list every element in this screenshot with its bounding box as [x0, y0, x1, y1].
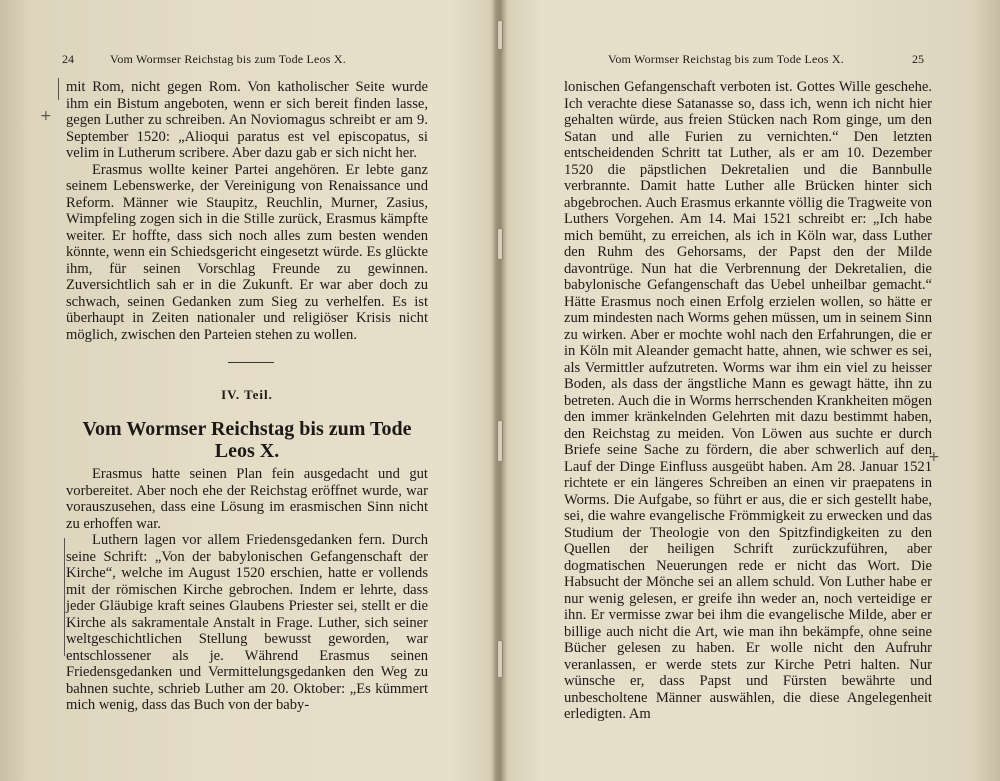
- pencil-cross-mark: +: [928, 449, 940, 465]
- binding-stitch: [497, 420, 503, 462]
- section-divider: [228, 362, 274, 363]
- page-number: 24: [62, 52, 74, 66]
- running-head: Vom Wormser Reichstag bis zum Tode Leos X.: [608, 52, 844, 66]
- binding-stitch: [497, 20, 503, 50]
- running-head: Vom Wormser Reichstag bis zum Tode Leos X.: [110, 52, 346, 66]
- pencil-margin-line: [58, 78, 59, 100]
- binding-stitch: [497, 228, 503, 260]
- right-page: [504, 0, 1000, 781]
- text-block: [564, 79, 932, 723]
- paragraph: mit Rom, nicht gegen Rom. Von katholischer Seite wurde ihm ein Bistum angeboten, wenn er sich bereit finden lasse, gegen Luther zu schreiben. An Noviomagus schreibt er am 9. September 1520: „Alioqui paratus est vel episcopatus, si velim in Lutherum scribere. Aber dazu gab er sich nicht her.: [66, 79, 428, 161]
- paragraph: Erasmus hatte seinen Plan fein ausgedacht und gut vorbereitet. Aber noch ehe der Reichstag eröffnet wurde, war vorauszusehen, dass eine Lösung im erasmischen Sinn nicht zu erhoffen war.: [66, 466, 428, 532]
- paragraph: Erasmus wollte keiner Partei angehören. Er lebte ganz seinem Lebenswerke, der Vereinigung von Renaissance und Reform. Männer wie Staupitz, Reuchlin, Murner, Zasius, Wimpfeling zogen sich in die Stille zurück, Erasmus kämpfte weiter. Er hoffte, dass sich noch alles zum besten wenden könnte, wenn ein Schiedsgericht eingesetzt würde. Es glückte ihm, für seinen Vorschlag Freunde zu gewinnen. Zuversichtlich sah er in die Zukunft. Er war aber doch zu schwach, seinen Gedanken zum Sieg zu verhelfen. Es ist überhaupt in Zeiten nationaler und religiöser Krisis nicht möglich, zwischen den Parteien stehen zu wollen.: [66, 161, 428, 343]
- paragraph: lonischen Gefangenschaft verboten ist. Gottes Wille geschehe. Ich verachte diese Satanasse so, dass ich, wenn ich nicht hier gehalten würde, aus freien Stücken nach Rom ginge, um den Satan und alle Furien zu vernichten.“ Den letzten entscheidenden Schritt tat Luther, als er am 10. Dezember 1520 die päpstlichen Dekretalien und die Bannbulle verbrannte. Damit hatte Luther alle Brücken hinter sich abgebrochen. Auch Erasmus erkannte völlig die Tragweite von Luthers Vorgehen. Am 14. Mai 1521 schreibt er: „Ich habe mich bemüht, zu erreichen, als ich in Köln war, dass Luther den Ruhm des Gehorsams, der Papst den der Milde davontrüge. Nun hat die Verbrennung der Dekretalien, die babylonische Gefangenschaft das Uebel unheilbar gemacht.“ Hätte Erasmus noch einen Erfolg erzielen wollen, so hätte er zum mindesten nach Worms gehen müssen, um in seinem Sinn zu wirken. Aber er mochte wohl nach den Erfahrungen, die er in Köln mit Aleander gemacht hatte, ahnen, wie schwer es sei, als Vermittler aufzutreten. Worms war ihm ein viel zu heisser Boden, als dass der ängstliche Mann es gewagt hätte, ihn zu betreten. Auch die in Worms herrschenden Krankheiten mögen den immer kränkelnden Gelehrten mit dazu bestimmt haben, den Reichstag zu meiden. Von Löwen aus suchte er durch Briefe seine Sache zu fördern, die aber schwerlich auf den Lauf der Dinge Einfluss ausgeübt haben. Am 28. Januar 1521 richtete er ein längeres Schreiben an einen vir praepatens in Worms. Die Aufgabe, so führt er aus, die er sich gestellt habe, sei, die wahre evangelische Frömmigkeit zu erwecken und das Studium der Theologie von den Spitzfindigkeiten zu den Quellen der heiligen Schrift zurückzuführen, aber dogmatischen Neuerungen rede er nicht das Wort. Die Habsucht der Mönche sei an allem schuld. Von Luther habe er nur wenig gelesen, er greife ihn weder an, noch verteidige er ihn. Er vermisse zwar bei ihm die evangelische Milde, aber er billige auch nicht die Art, wie man ihn bekämpfe, ohne seine Bücher gelesen zu haben. Er wolle nicht den Aufruhr veranlassen, er werde stets zur Kirche Petri halten. Nur wünsche er, dass Papst und Fürsten bewährte und unbescholtene Männer auswählen, die diese Angelegenheit erledigten. Am: [564, 79, 932, 722]
- pencil-margin-line: [64, 538, 65, 656]
- page-number: 25: [912, 52, 924, 66]
- chapter-title: Vom Wormser Reichstag bis zum Tode Leos X.: [82, 418, 412, 462]
- part-label: IV. Teil.: [221, 387, 273, 402]
- binding-stitch: [497, 640, 503, 678]
- left-page: [0, 0, 496, 781]
- paragraph: Luthern lagen vor allem Friedensgedanken fern. Durch seine Schrift: „Von der babylonischen Gefangenschaft der Kirche“, welche im August 1520 erschien, hatte er vollends mit der römischen Kirche gebrochen. Indem er lehrte, dass jeder Gläubige kraft seines Glaubens Priester sei, stellt er die Kirche als sakramentale Anstalt in Frage. Luther, sich seiner weltgeschichtlichen Stellung bewusst geworden, war entschlossener als je. Während Erasmus seinen Friedensgedanken und Vermittelungsgedanken den Weg zu bahnen suchte, schrieb Luther am 20. Oktober: „Es kümmert mich wenig, dass das Buch von der baby-: [66, 532, 428, 713]
- text-block-top: [66, 79, 428, 343]
- text-block-bottom: [66, 466, 428, 714]
- pencil-cross-mark: +: [40, 108, 52, 124]
